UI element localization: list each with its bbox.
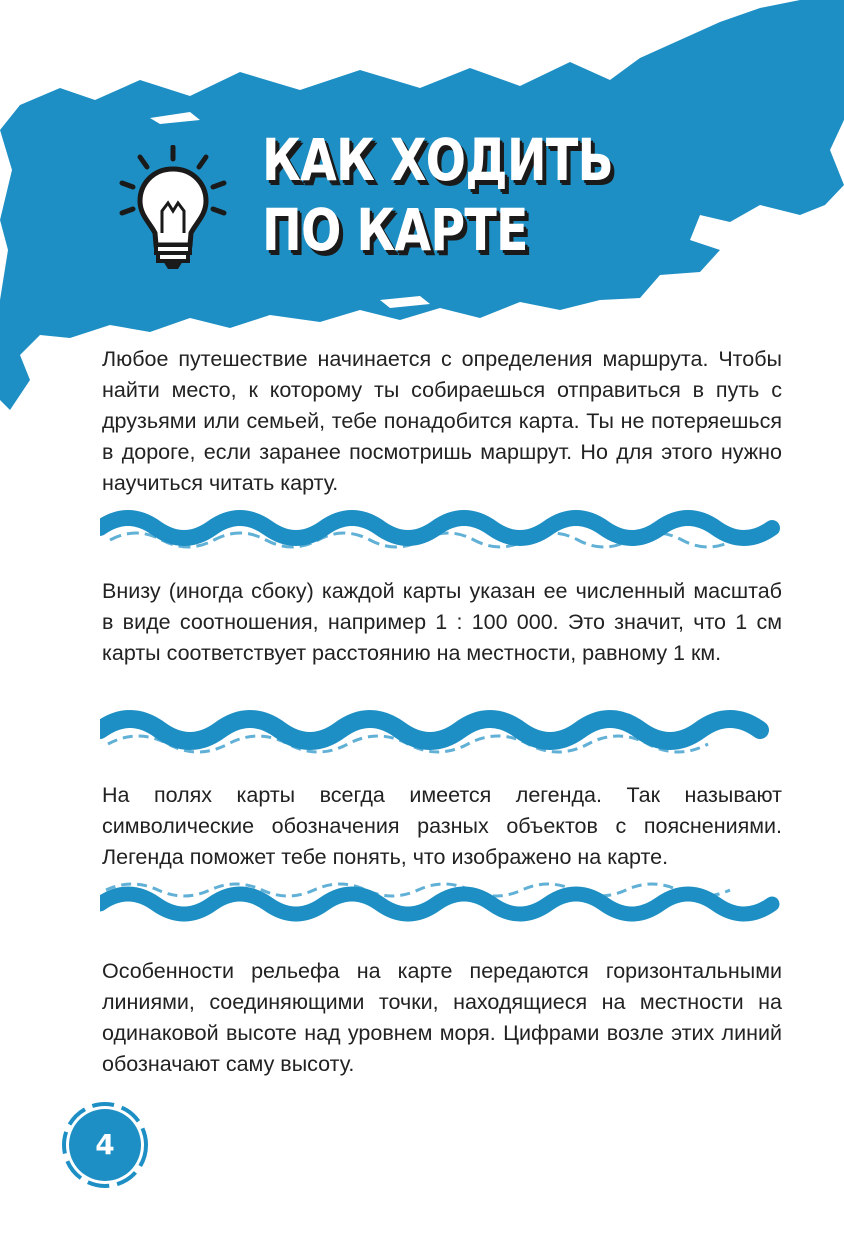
paragraph-scale: Внизу (иногда сбоку) каждой карты указан ее численный масштаб в виде соотношения, например 1 : 100 000. Это значит, что 1 см карты соответствует расстоянию на местности, равному 1 км. [102,579,782,665]
page-title-line2: ПО КАРТЕ [262,196,528,264]
paragraph-legend: На полях карты всегда имеется легенда. Так называют символические обозначения разных объектов с пояснениями. Легенда поможет тебе понять, что изображено на карте. [102,783,782,869]
paragraph-relief: Особенности рельефа на карте передаются горизонтальными линиями, соединяющими точки, находящиеся на местности на одинаковой высоте над уровнем моря. Цифрами возле этих линий обозначают саму высоту. [102,959,782,1076]
lightbulb-icon [118,145,228,275]
page-title [262,125,613,265]
wave-divider [100,876,780,932]
page-number-badge [60,1100,150,1190]
wave-divider [100,700,780,760]
paragraph-route: Любое путешествие начинается с определения маршрута. Чтобы найти место, к которому ты собираешься отправиться в путь с друзьями или семьей, тебе понадобится карта. Ты не потеряешься в дороге, если заранее посмотришь маршрут. Но для этого нужно научиться читать карту. [102,347,782,495]
page-title-line1: КАК ХОДИТЬ [262,126,613,194]
wave-divider [100,500,780,556]
page-number: 4 [95,1128,115,1161]
